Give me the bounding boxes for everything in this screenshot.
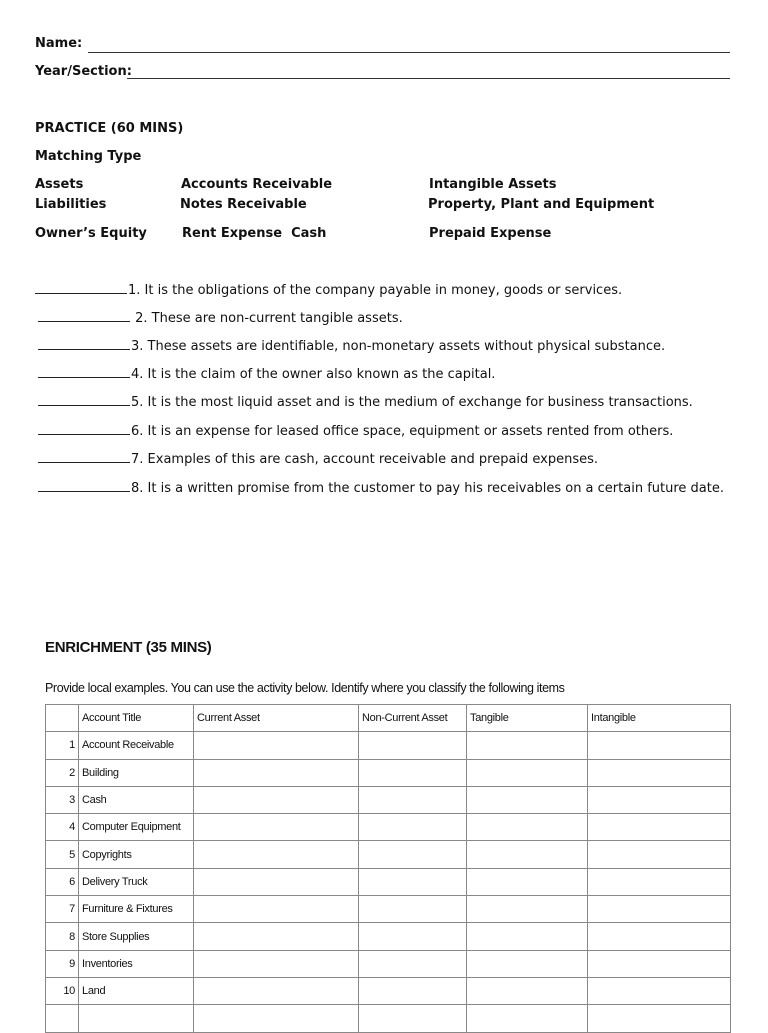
intangible-cell[interactable] [588, 896, 731, 923]
non-current-asset-cell[interactable] [359, 1005, 467, 1032]
intangible-cell[interactable] [588, 923, 731, 950]
choice-assets: Assets [35, 177, 84, 192]
year-section-field[interactable] [127, 78, 730, 79]
non-current-asset-cell[interactable] [359, 786, 467, 813]
row-number: 3 [46, 786, 79, 813]
choice-owners-equity: Owner’s Equity [35, 226, 147, 241]
row-number: 5 [46, 841, 79, 868]
tangible-cell[interactable] [467, 868, 588, 895]
current-asset-cell[interactable] [194, 923, 359, 950]
account-title-cell: Computer Equipment [79, 814, 194, 841]
answer-blank-1[interactable] [35, 292, 127, 294]
tangible-cell[interactable] [467, 841, 588, 868]
question-8: 8. It is a written promise from the customer to pay his receivables on a certain future date. [38, 481, 724, 496]
row-number: 7 [46, 896, 79, 923]
table-row [46, 786, 731, 813]
answer-blank-6[interactable] [38, 433, 130, 435]
header-tangible: Tangible [467, 705, 588, 732]
non-current-asset-cell[interactable] [359, 814, 467, 841]
non-current-asset-cell[interactable] [359, 868, 467, 895]
header-current-asset: Current Asset [194, 705, 359, 732]
answer-blank-8[interactable] [38, 490, 130, 492]
account-title-cell: Cash [79, 786, 194, 813]
enrichment-instruction: Provide local examples. You can use the activity below. Identify where you classify the following items [45, 681, 565, 695]
answer-blank-7[interactable] [38, 461, 130, 463]
choice-ppe: Property, Plant and Equipment [428, 197, 655, 212]
intangible-cell[interactable] [588, 868, 731, 895]
intangible-cell[interactable] [588, 950, 731, 977]
intangible-cell[interactable] [588, 759, 731, 786]
current-asset-cell[interactable] [194, 1005, 359, 1032]
header-non-current-asset: Non-Current Asset [359, 705, 467, 732]
name-label: Name: [35, 36, 83, 51]
row-number: 10 [46, 977, 79, 1004]
row-number: 6 [46, 868, 79, 895]
current-asset-cell[interactable] [194, 950, 359, 977]
practice-title: PRACTICE (60 MINS) [35, 121, 184, 136]
tangible-cell[interactable] [467, 1005, 588, 1032]
row-number: 4 [46, 814, 79, 841]
row-number [46, 1005, 79, 1032]
table-row [46, 841, 731, 868]
account-title-cell: Copyrights [79, 841, 194, 868]
choice-rent-expense-cash: Rent Expense Cash [182, 226, 327, 241]
intangible-cell[interactable] [588, 841, 731, 868]
non-current-asset-cell[interactable] [359, 732, 467, 759]
table-row [46, 950, 731, 977]
header-num [46, 705, 79, 732]
current-asset-cell[interactable] [194, 977, 359, 1004]
current-asset-cell[interactable] [194, 732, 359, 759]
table-row [46, 868, 731, 895]
choice-accounts-receivable: Accounts Receivable [181, 177, 333, 192]
row-number: 2 [46, 759, 79, 786]
table-row [46, 759, 731, 786]
question-6: 6. It is an expense for leased office space, equipment or assets rented from others. [38, 424, 673, 439]
tangible-cell[interactable] [467, 923, 588, 950]
table-row [46, 896, 731, 923]
question-1: 1. It is the obligations of the company payable in money, goods or services. [35, 283, 622, 298]
row-number: 1 [46, 732, 79, 759]
table-row [46, 1005, 731, 1032]
question-2: 2. These are non-current tangible assets. [38, 311, 403, 326]
account-title-cell: Building [79, 759, 194, 786]
table-header-row [46, 705, 731, 732]
current-asset-cell[interactable] [194, 868, 359, 895]
current-asset-cell[interactable] [194, 841, 359, 868]
table-row [46, 732, 731, 759]
question-4: 4. It is the claim of the owner also known as the capital. [38, 367, 495, 382]
tangible-cell[interactable] [467, 786, 588, 813]
choice-prepaid-expense: Prepaid Expense [429, 226, 552, 241]
tangible-cell[interactable] [467, 896, 588, 923]
tangible-cell[interactable] [467, 814, 588, 841]
account-title-cell: Store Supplies [79, 923, 194, 950]
tangible-cell[interactable] [467, 977, 588, 1004]
account-title-cell: Furniture & Fixtures [79, 896, 194, 923]
table-row [46, 977, 731, 1004]
current-asset-cell[interactable] [194, 896, 359, 923]
non-current-asset-cell[interactable] [359, 950, 467, 977]
intangible-cell[interactable] [588, 786, 731, 813]
intangible-cell[interactable] [588, 814, 731, 841]
header-intangible: Intangible [588, 705, 731, 732]
tangible-cell[interactable] [467, 950, 588, 977]
choice-liabilities: Liabilities [35, 197, 107, 212]
practice-subtitle: Matching Type [35, 149, 142, 164]
answer-blank-5[interactable] [38, 404, 130, 406]
question-7: 7. Examples of this are cash, account receivable and prepaid expenses. [38, 452, 598, 467]
non-current-asset-cell[interactable] [359, 896, 467, 923]
account-title-cell: Inventories [79, 950, 194, 977]
question-5: 5. It is the most liquid asset and is the medium of exchange for business transactions. [38, 395, 693, 410]
current-asset-cell[interactable] [194, 814, 359, 841]
choice-notes-receivable: Notes Receivable [180, 197, 307, 212]
intangible-cell[interactable] [588, 732, 731, 759]
table-row [46, 923, 731, 950]
non-current-asset-cell[interactable] [359, 923, 467, 950]
account-title-cell [79, 1005, 194, 1032]
non-current-asset-cell[interactable] [359, 759, 467, 786]
row-number: 8 [46, 923, 79, 950]
header-account-title: Account Title [79, 705, 194, 732]
intangible-cell[interactable] [588, 1005, 731, 1032]
non-current-asset-cell[interactable] [359, 977, 467, 1004]
answer-blank-2[interactable] [38, 320, 130, 322]
answer-blank-4[interactable] [38, 376, 130, 378]
year-section-label: Year/Section: [35, 64, 132, 79]
tangible-cell[interactable] [467, 732, 588, 759]
answer-blank-3[interactable] [38, 348, 130, 350]
intangible-cell[interactable] [588, 977, 731, 1004]
name-field[interactable] [88, 52, 730, 53]
current-asset-cell[interactable] [194, 759, 359, 786]
account-title-cell: Delivery Truck [79, 868, 194, 895]
account-title-cell: Account Receivable [79, 732, 194, 759]
non-current-asset-cell[interactable] [359, 841, 467, 868]
table-row [46, 814, 731, 841]
question-3: 3. These assets are identifiable, non-monetary assets without physical substance. [38, 339, 665, 354]
account-title-cell: Land [79, 977, 194, 1004]
row-number: 9 [46, 950, 79, 977]
current-asset-cell[interactable] [194, 786, 359, 813]
enrichment-title: ENRICHMENT (35 MINS) [45, 639, 212, 656]
choice-intangible-assets: Intangible Assets [429, 177, 557, 192]
classification-table [45, 704, 731, 1033]
tangible-cell[interactable] [467, 759, 588, 786]
